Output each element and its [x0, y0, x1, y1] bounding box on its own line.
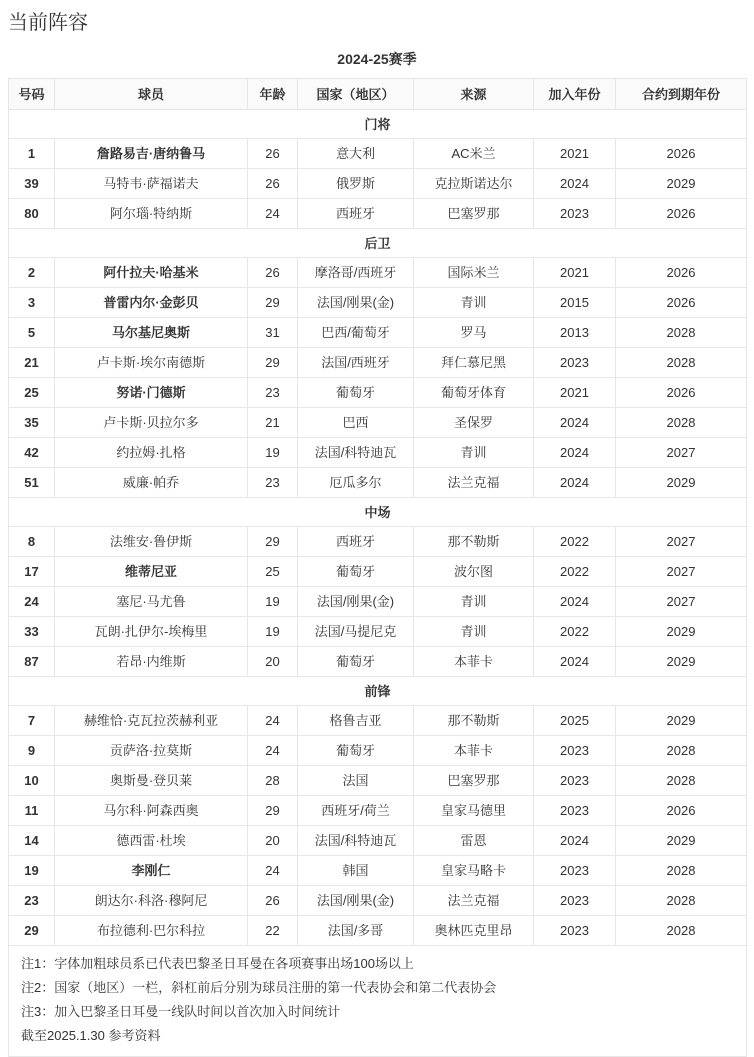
- roster-table-body: [9, 110, 747, 1057]
- cell-age: 29: [248, 796, 298, 826]
- cell-number: 21: [9, 348, 55, 378]
- player-row: [9, 468, 747, 498]
- cell-source-club: 巴塞罗那: [414, 766, 534, 796]
- cell-country: 格鲁吉亚: [298, 706, 414, 736]
- cell-age: 29: [248, 348, 298, 378]
- cell-source-club: 本菲卡: [414, 647, 534, 677]
- cell-player-name: 普雷内尔·金彭贝: [55, 288, 248, 318]
- cell-number: 17: [9, 557, 55, 587]
- roster-table-head: [9, 79, 747, 110]
- cell-number: 24: [9, 587, 55, 617]
- cell-player-name: 维蒂尼亚: [55, 557, 248, 587]
- cell-country: 法国/刚果(金): [298, 587, 414, 617]
- cell-join-year: 2021: [534, 378, 616, 408]
- cell-source-club: 法兰克福: [414, 468, 534, 498]
- cell-number: 39: [9, 169, 55, 199]
- player-row: [9, 527, 747, 557]
- column-header: 国家（地区）: [298, 79, 414, 110]
- player-row: [9, 916, 747, 946]
- cell-contract-end-year: 2028: [616, 766, 747, 796]
- cell-source-club: 皇家马德里: [414, 796, 534, 826]
- cell-age: 24: [248, 736, 298, 766]
- cell-player-name: 努诺·门德斯: [55, 378, 248, 408]
- cell-number: 2: [9, 258, 55, 288]
- cell-source-club: 青训: [414, 617, 534, 647]
- cell-age: 24: [248, 706, 298, 736]
- cell-number: 14: [9, 826, 55, 856]
- cell-contract-end-year: 2029: [616, 826, 747, 856]
- cell-age: 23: [248, 468, 298, 498]
- cell-join-year: 2024: [534, 587, 616, 617]
- cell-age: 22: [248, 916, 298, 946]
- note-line: 注2：国家（地区）一栏，斜杠前后分别为球员注册的第一代表协会和第二代表协会: [21, 980, 497, 995]
- cell-join-year: 2024: [534, 438, 616, 468]
- cell-join-year: 2021: [534, 258, 616, 288]
- cell-join-year: 2024: [534, 468, 616, 498]
- cell-join-year: 2022: [534, 617, 616, 647]
- cell-age: 19: [248, 587, 298, 617]
- cell-source-club: AC米兰: [414, 139, 534, 169]
- cell-source-club: 波尔图: [414, 557, 534, 587]
- cell-age: 19: [248, 438, 298, 468]
- cell-number: 5: [9, 318, 55, 348]
- cell-country: 法国/刚果(金): [298, 288, 414, 318]
- cell-contract-end-year: 2026: [616, 258, 747, 288]
- cell-contract-end-year: 2027: [616, 438, 747, 468]
- cell-player-name: 塞尼·马尤鲁: [55, 587, 248, 617]
- roster-table: [8, 78, 747, 1057]
- player-row: [9, 288, 747, 318]
- cell-country: 韩国: [298, 856, 414, 886]
- cell-country: 摩洛哥/西班牙: [298, 258, 414, 288]
- player-row: [9, 318, 747, 348]
- cell-source-club: 皇家马略卡: [414, 856, 534, 886]
- cell-join-year: 2024: [534, 647, 616, 677]
- cell-source-club: 那不勒斯: [414, 706, 534, 736]
- player-row: [9, 408, 747, 438]
- cell-join-year: 2022: [534, 527, 616, 557]
- position-section-row: [9, 229, 747, 258]
- cell-player-name: 布拉德利·巴尔科拉: [55, 916, 248, 946]
- cell-contract-end-year: 2029: [616, 468, 747, 498]
- cell-contract-end-year: 2027: [616, 527, 747, 557]
- cell-source-club: 青训: [414, 587, 534, 617]
- player-row: [9, 438, 747, 468]
- cell-country: 法国: [298, 766, 414, 796]
- cell-source-club: 奥林匹克里昂: [414, 916, 534, 946]
- position-section-row: [9, 677, 747, 706]
- cell-country: 葡萄牙: [298, 378, 414, 408]
- cell-number: 19: [9, 856, 55, 886]
- cell-join-year: 2013: [534, 318, 616, 348]
- cell-join-year: 2022: [534, 557, 616, 587]
- cell-contract-end-year: 2028: [616, 886, 747, 916]
- cell-number: 8: [9, 527, 55, 557]
- player-row: [9, 199, 747, 229]
- player-row: [9, 826, 747, 856]
- cell-contract-end-year: 2028: [616, 916, 747, 946]
- note-line: 注3：加入巴黎圣日耳曼一线队时间以首次加入时间统计: [21, 1004, 341, 1019]
- cell-number: 80: [9, 199, 55, 229]
- cell-number: 35: [9, 408, 55, 438]
- cell-source-club: 本菲卡: [414, 736, 534, 766]
- cell-age: 24: [248, 856, 298, 886]
- cell-join-year: 2024: [534, 408, 616, 438]
- cell-join-year: 2023: [534, 348, 616, 378]
- cell-contract-end-year: 2026: [616, 796, 747, 826]
- cell-player-name: 威廉·帕乔: [55, 468, 248, 498]
- column-header: 号码: [9, 79, 55, 110]
- player-row: [9, 378, 747, 408]
- cell-country: 法国/马提尼克: [298, 617, 414, 647]
- player-row: [9, 736, 747, 766]
- cell-age: 29: [248, 527, 298, 557]
- cell-country: 法国/刚果(金): [298, 886, 414, 916]
- position-section-label: 前锋: [9, 677, 747, 706]
- cell-player-name: 奥斯曼·登贝莱: [55, 766, 248, 796]
- cell-source-club: 拜仁慕尼黑: [414, 348, 534, 378]
- cell-player-name: 马尔基尼奥斯: [55, 318, 248, 348]
- player-row: [9, 587, 747, 617]
- table-caption: 2024-25赛季: [337, 51, 417, 67]
- cell-join-year: 2023: [534, 886, 616, 916]
- cell-player-name: 法维安·鲁伊斯: [55, 527, 248, 557]
- cell-number: 29: [9, 916, 55, 946]
- cell-player-name: 赫维恰·克瓦拉茨赫利亚: [55, 706, 248, 736]
- cell-country: 西班牙: [298, 199, 414, 229]
- cell-join-year: 2021: [534, 139, 616, 169]
- cell-join-year: 2023: [534, 796, 616, 826]
- cell-player-name: 德西雷·杜埃: [55, 826, 248, 856]
- cell-number: 11: [9, 796, 55, 826]
- cell-player-name: 卢卡斯·埃尔南德斯: [55, 348, 248, 378]
- cell-contract-end-year: 2028: [616, 318, 747, 348]
- cell-contract-end-year: 2027: [616, 587, 747, 617]
- footer-line: 截至2025.1.30 参考资料: [21, 1028, 161, 1043]
- cell-country: 葡萄牙: [298, 647, 414, 677]
- cell-age: 25: [248, 557, 298, 587]
- cell-contract-end-year: 2029: [616, 706, 747, 736]
- player-row: [9, 647, 747, 677]
- column-header: 加入年份: [534, 79, 616, 110]
- cell-source-club: 青训: [414, 288, 534, 318]
- note-line: 注1：字体加粗球员系已代表巴黎圣日耳曼在各项赛事出场100场以上: [21, 956, 414, 971]
- player-row: [9, 348, 747, 378]
- cell-age: 26: [248, 169, 298, 199]
- cell-age: 26: [248, 886, 298, 916]
- cell-number: 9: [9, 736, 55, 766]
- cell-join-year: 2023: [534, 736, 616, 766]
- position-section-row: [9, 498, 747, 527]
- cell-number: 33: [9, 617, 55, 647]
- cell-contract-end-year: 2028: [616, 736, 747, 766]
- player-row: [9, 557, 747, 587]
- cell-player-name: 卢卡斯·贝拉尔多: [55, 408, 248, 438]
- cell-country: 西班牙/荷兰: [298, 796, 414, 826]
- cell-source-club: 国际米兰: [414, 258, 534, 288]
- cell-age: 29: [248, 288, 298, 318]
- cell-age: 20: [248, 647, 298, 677]
- cell-player-name: 约拉姆·扎格: [55, 438, 248, 468]
- cell-country: 法国/科特迪瓦: [298, 826, 414, 856]
- cell-age: 26: [248, 139, 298, 169]
- position-section-label: 中场: [9, 498, 747, 527]
- cell-number: 51: [9, 468, 55, 498]
- position-section-label: 门将: [9, 110, 747, 139]
- column-header: 球员: [55, 79, 248, 110]
- cell-age: 26: [248, 258, 298, 288]
- player-row: [9, 139, 747, 169]
- cell-contract-end-year: 2028: [616, 408, 747, 438]
- cell-source-club: 青训: [414, 438, 534, 468]
- cell-country: 法国/科特迪瓦: [298, 438, 414, 468]
- cell-country: 葡萄牙: [298, 557, 414, 587]
- column-header: 来源: [414, 79, 534, 110]
- cell-number: 25: [9, 378, 55, 408]
- cell-country: 俄罗斯: [298, 169, 414, 199]
- player-row: [9, 886, 747, 916]
- cell-player-name: 阿尔瑙·特纳斯: [55, 199, 248, 229]
- cell-age: 19: [248, 617, 298, 647]
- cell-player-name: 马特韦·萨福诺夫: [55, 169, 248, 199]
- cell-source-club: 巴塞罗那: [414, 199, 534, 229]
- cell-age: 23: [248, 378, 298, 408]
- cell-join-year: 2023: [534, 766, 616, 796]
- cell-contract-end-year: 2029: [616, 617, 747, 647]
- cell-source-club: 法兰克福: [414, 886, 534, 916]
- cell-contract-end-year: 2026: [616, 199, 747, 229]
- cell-source-club: 克拉斯诺达尔: [414, 169, 534, 199]
- cell-player-name: 朗达尔·科洛·穆阿尼: [55, 886, 248, 916]
- position-section-label: 后卫: [9, 229, 747, 258]
- cell-join-year: 2015: [534, 288, 616, 318]
- column-header: 合约到期年份: [616, 79, 747, 110]
- cell-source-club: 罗马: [414, 318, 534, 348]
- header-row: [9, 79, 747, 110]
- cell-country: 巴西/葡萄牙: [298, 318, 414, 348]
- cell-contract-end-year: 2029: [616, 169, 747, 199]
- notes-row: [9, 946, 747, 1057]
- cell-join-year: 2024: [534, 826, 616, 856]
- cell-player-name: 马尔科·阿森西奥: [55, 796, 248, 826]
- cell-player-name: 阿什拉夫·哈基米: [55, 258, 248, 288]
- column-header: 年龄: [248, 79, 298, 110]
- player-row: [9, 169, 747, 199]
- cell-number: 87: [9, 647, 55, 677]
- cell-contract-end-year: 2027: [616, 557, 747, 587]
- page-title: 当前阵容: [8, 12, 88, 34]
- cell-contract-end-year: 2026: [616, 378, 747, 408]
- cell-number: 1: [9, 139, 55, 169]
- cell-number: 10: [9, 766, 55, 796]
- cell-age: 20: [248, 826, 298, 856]
- cell-number: 3: [9, 288, 55, 318]
- cell-contract-end-year: 2028: [616, 856, 747, 886]
- cell-join-year: 2023: [534, 916, 616, 946]
- notes-cell: [9, 946, 747, 1057]
- cell-age: 28: [248, 766, 298, 796]
- player-row: [9, 856, 747, 886]
- cell-source-club: 那不勒斯: [414, 527, 534, 557]
- cell-player-name: 詹路易吉·唐纳鲁马: [55, 139, 248, 169]
- cell-contract-end-year: 2029: [616, 647, 747, 677]
- cell-player-name: 若昂·内维斯: [55, 647, 248, 677]
- cell-contract-end-year: 2026: [616, 139, 747, 169]
- cell-age: 24: [248, 199, 298, 229]
- cell-join-year: 2023: [534, 199, 616, 229]
- cell-contract-end-year: 2026: [616, 288, 747, 318]
- cell-number: 23: [9, 886, 55, 916]
- player-row: [9, 617, 747, 647]
- cell-contract-end-year: 2028: [616, 348, 747, 378]
- cell-country: 法国/西班牙: [298, 348, 414, 378]
- cell-country: 法国/多哥: [298, 916, 414, 946]
- cell-country: 葡萄牙: [298, 736, 414, 766]
- player-row: [9, 258, 747, 288]
- cell-join-year: 2023: [534, 856, 616, 886]
- cell-country: 意大利: [298, 139, 414, 169]
- position-section-row: [9, 110, 747, 139]
- cell-join-year: 2025: [534, 706, 616, 736]
- cell-number: 7: [9, 706, 55, 736]
- cell-country: 厄瓜多尔: [298, 468, 414, 498]
- player-row: [9, 796, 747, 826]
- cell-country: 巴西: [298, 408, 414, 438]
- cell-source-club: 圣保罗: [414, 408, 534, 438]
- cell-player-name: 贡萨洛·拉莫斯: [55, 736, 248, 766]
- cell-source-club: 葡萄牙体育: [414, 378, 534, 408]
- player-row: [9, 766, 747, 796]
- cell-join-year: 2024: [534, 169, 616, 199]
- player-row: [9, 706, 747, 736]
- cell-age: 31: [248, 318, 298, 348]
- cell-player-name: 瓦朗·扎伊尔-埃梅里: [55, 617, 248, 647]
- cell-source-club: 雷恩: [414, 826, 534, 856]
- cell-age: 21: [248, 408, 298, 438]
- cell-country: 西班牙: [298, 527, 414, 557]
- cell-number: 42: [9, 438, 55, 468]
- cell-player-name: 李刚仁: [55, 856, 248, 886]
